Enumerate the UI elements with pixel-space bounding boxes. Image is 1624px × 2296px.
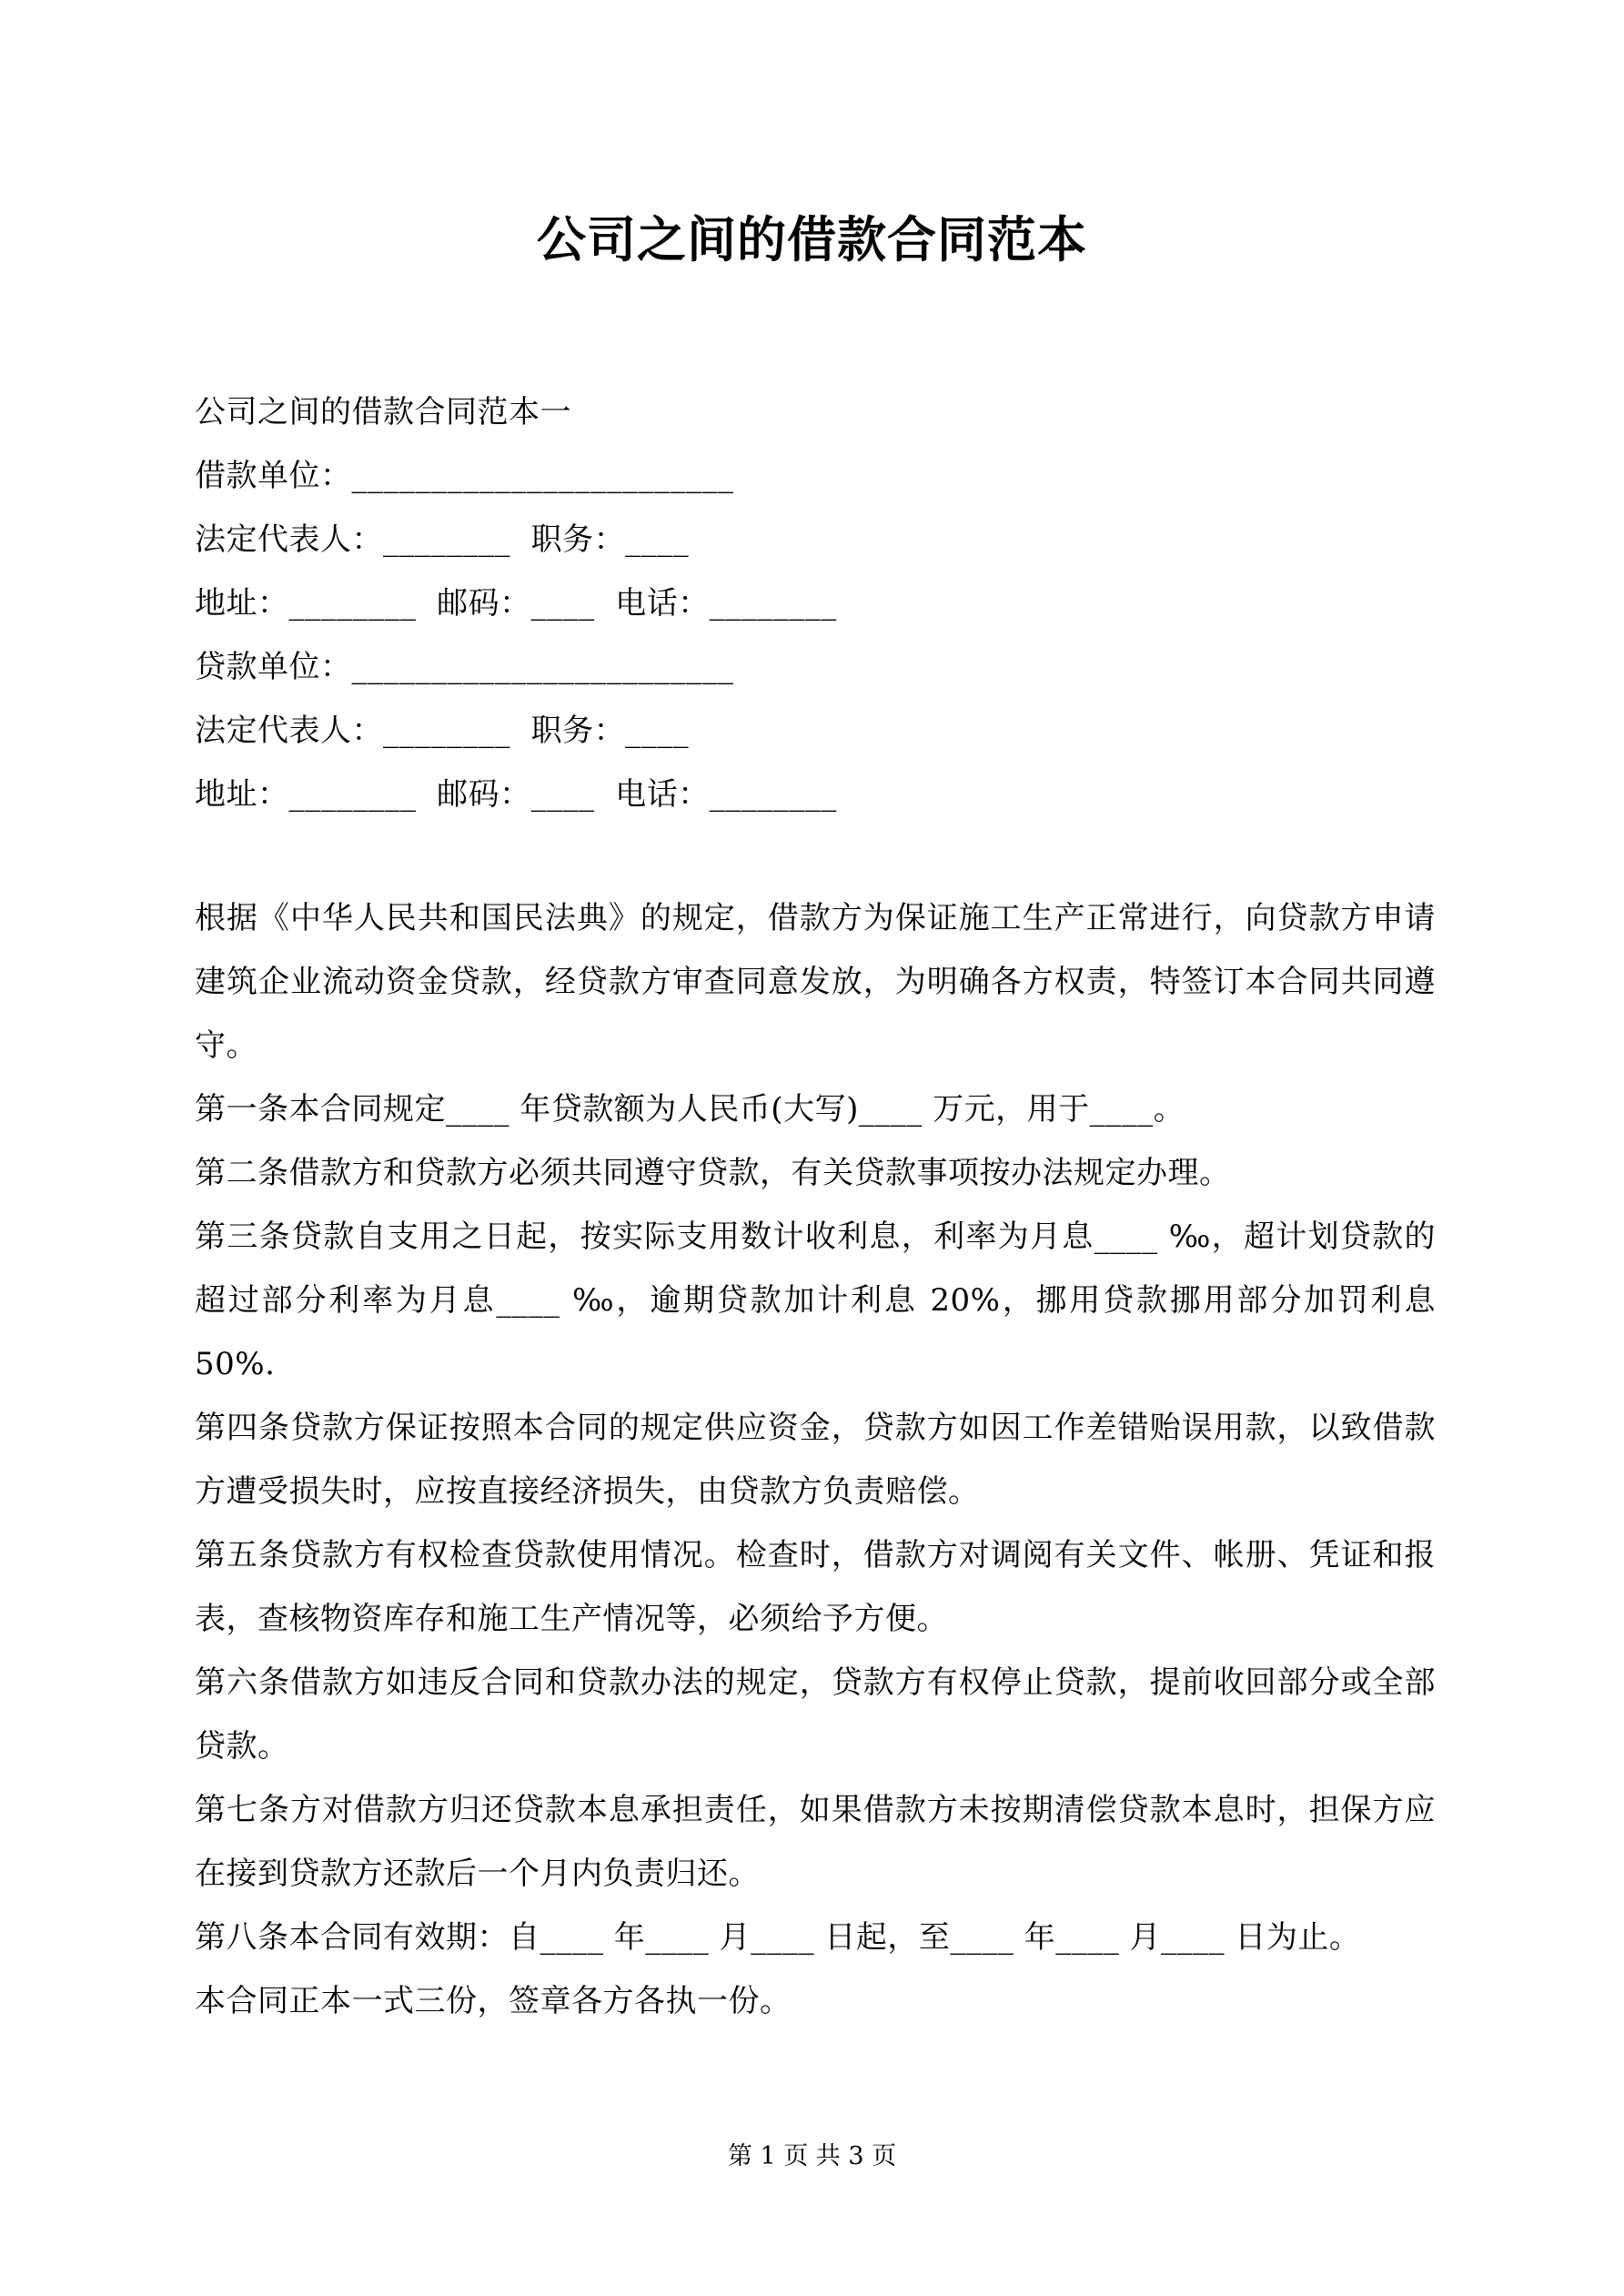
header-line: 地址：________ 邮码：____ 电话：________ bbox=[195, 585, 837, 622]
header-line: 法定代表人：________ 职务：____ bbox=[195, 713, 690, 749]
header-line: 公司之间的借款合同范本一 bbox=[195, 394, 571, 430]
paragraph: 第五条贷款方有权检查贷款使用情况。检查时，借款方对调阅有关文件、帐册、凭证和报表，查核物资库存和施工生产情况等，必须给予方便。 bbox=[195, 1537, 1436, 1637]
paragraph: 第一条本合同规定____ 年贷款额为人民币(大写)____ 万元，用于____。 bbox=[195, 1091, 1185, 1128]
paragraph: 第四条贷款方保证按照本合同的规定供应资金，贷款方如因工作差错贻误用款，以致借款方遭受损失时，应按直接经济损失，由贷款方负责赔偿。 bbox=[195, 1410, 1436, 1510]
document-title: 公司之间的借款合同范本 bbox=[537, 210, 1087, 268]
paragraph: 第三条贷款自支用之日起，按实际支用数计收利息，利率为月息____ ‰，超计划贷款的超过部分利率为月息____ ‰，逾期贷款加计利息 20%，挪用贷款挪用部分加罚利息 50%. bbox=[195, 1219, 1436, 1382]
page-number-footer: 第 1 页 共 3 页 bbox=[727, 2142, 897, 2170]
header-line: 借款单位：________________________ bbox=[195, 458, 734, 494]
paragraph: 第七条方对借款方归还贷款本息承担责任，如果借款方未按期清偿贷款本息时，担保方应在接到贷款方还款后一个月内负责归还。 bbox=[195, 1792, 1436, 1892]
paragraph: 第二条借款方和贷款方必须共同遵守贷款，有关贷款事项按办法规定办理。 bbox=[195, 1155, 1231, 1191]
section-spacer bbox=[195, 826, 1436, 886]
paragraph: 本合同正本一式三份，签章各方各执一份。 bbox=[195, 1983, 792, 2019]
header-line: 法定代表人：________ 职务：____ bbox=[195, 521, 690, 558]
header-line: 贷款单位：________________________ bbox=[195, 649, 734, 685]
paragraph: 根据《中华人民共和国民法典》的规定，借款方为保证施工生产正常进行，向贷款方申请建筑企业流动资金贷款，经贷款方审查同意发放，为明确各方权责，特签订本合同共同遵守。 bbox=[195, 900, 1436, 1064]
document-body bbox=[195, 380, 1436, 2033]
paragraph: 第六条借款方如违反合同和贷款办法的规定，贷款方有权停止贷款，提前收回部分或全部贷款。 bbox=[195, 1664, 1436, 1765]
header-line: 地址：________ 邮码：____ 电话：________ bbox=[195, 776, 837, 813]
paragraph: 第八条本合同有效期：自____ 年____ 月____ 日起，至____ 年____ 月____ 日为止。 bbox=[195, 1919, 1361, 1956]
